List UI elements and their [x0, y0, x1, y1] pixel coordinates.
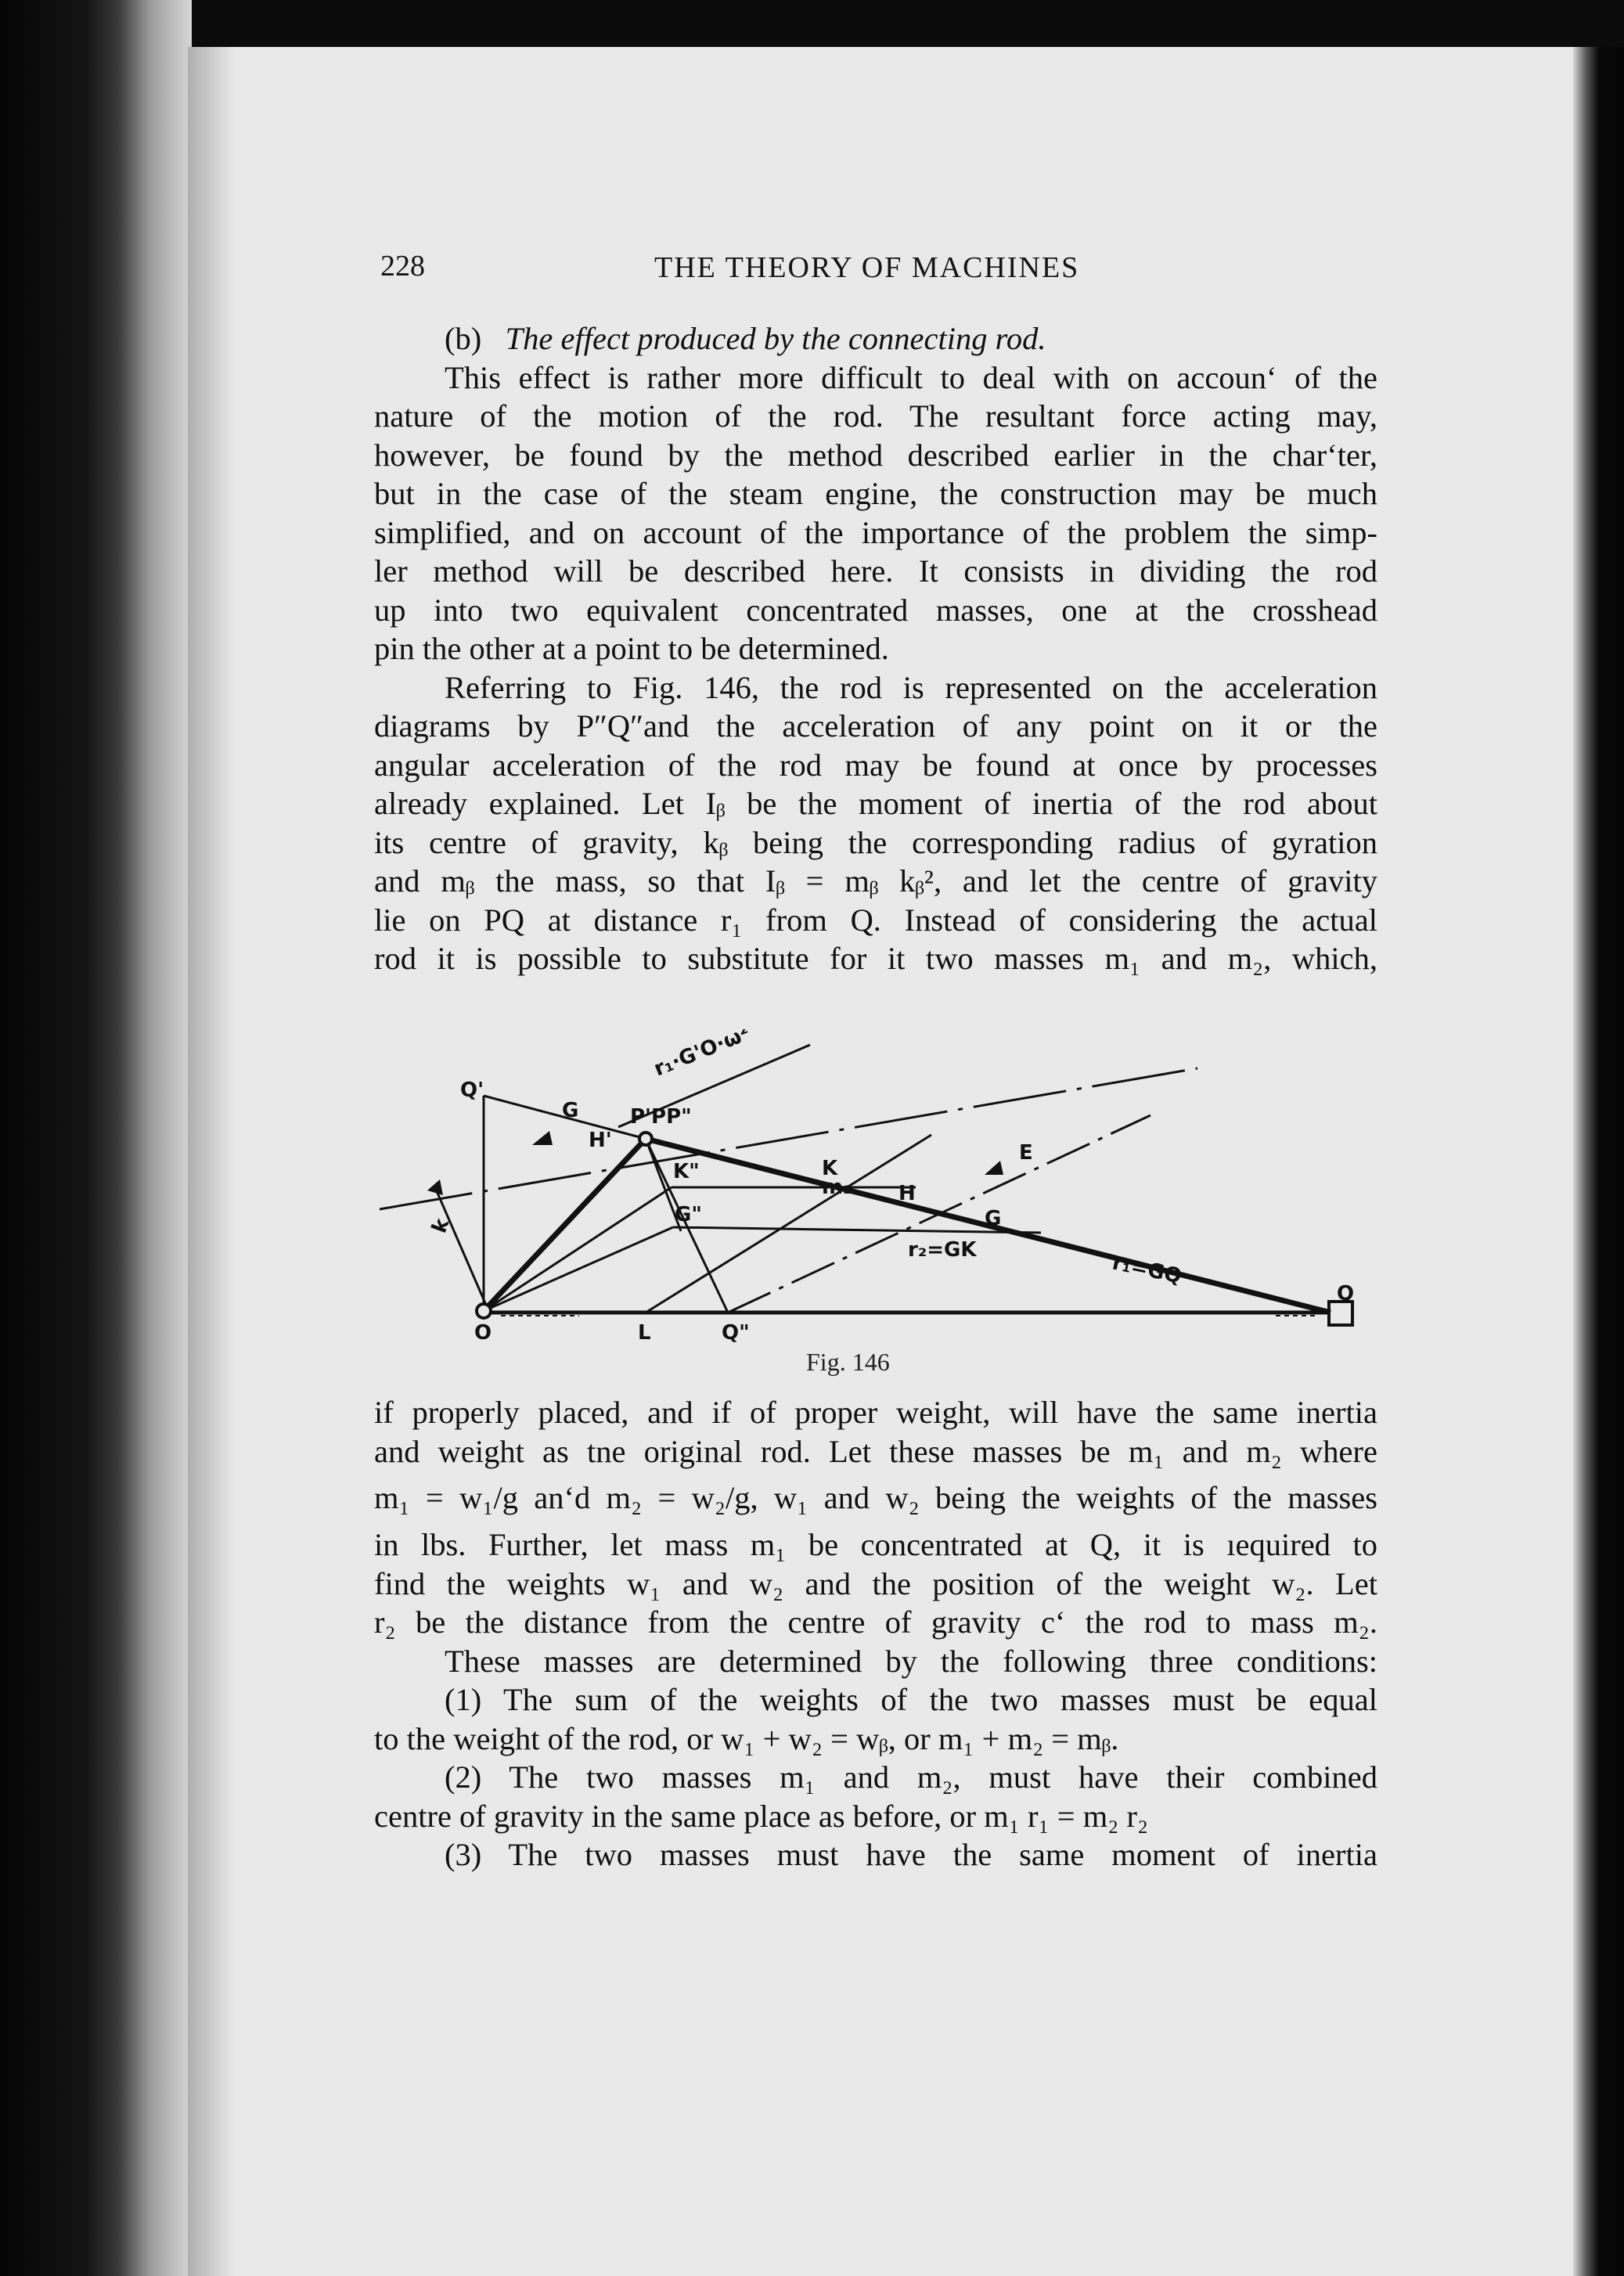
- page-right-edge: [1573, 47, 1624, 2276]
- label-e: E: [1019, 1141, 1033, 1165]
- label-g: G: [985, 1207, 1002, 1230]
- book-binding-shadow: [0, 0, 192, 2276]
- label-q-double: Q": [722, 1321, 750, 1342]
- running-head: THE THEORY OF MACHINES: [654, 251, 1080, 284]
- text-block-bottom: [374, 1393, 1377, 1874]
- figure-146: [368, 1029, 1385, 1342]
- label-r1-note: r₁·G'O·ω²: [650, 1029, 754, 1082]
- p1-line: ler method will be described here. It consists in dividing the rod: [374, 553, 1377, 589]
- gutter-shadow: [188, 47, 235, 2276]
- page-header: [380, 249, 1359, 288]
- page-number: 228: [380, 250, 425, 283]
- label-k: K: [822, 1157, 838, 1180]
- e-line: [728, 1115, 1150, 1313]
- p1-line: up into two equivalent concentrated masses, one at the crosshead: [374, 592, 1377, 628]
- arrow-left: [532, 1131, 553, 1145]
- text-block-top: [374, 319, 1377, 978]
- arrow-e: [985, 1161, 1003, 1175]
- p3-line: and weight as tne original rod. Let these masses be m₁ and m₂ where: [374, 1433, 1377, 1469]
- label-r2-gk: r₂=GK: [908, 1238, 977, 1262]
- p3-line: (3) The two masses must have the same moment of inertia: [445, 1837, 1377, 1872]
- p2-line: lie on PQ at distance r₁ from Q. Instead of considering the actual: [374, 902, 1377, 938]
- label-m2: m₂: [822, 1176, 852, 1199]
- p3-line: find the weights w₁ and w₂ and the position of the weight w₂. Let: [374, 1565, 1377, 1601]
- p3-line: m₁ = w₁/g anʻd m₂ = w₂/g, w₁ and w₂ being the weights of the masses: [374, 1480, 1377, 1515]
- o-to-g-double: [484, 1227, 673, 1311]
- label-k-double: K": [673, 1160, 700, 1183]
- p3-line: (1) The sum of the weights of the two masses must be equal: [445, 1682, 1377, 1717]
- p1-line: however, be found by the method described earlier in the charʻter,: [374, 437, 1377, 473]
- label-h: H: [898, 1182, 916, 1205]
- label-o: O: [474, 1321, 492, 1342]
- acceleration-diagram: [368, 1029, 1385, 1342]
- label-h-upper: H': [589, 1129, 612, 1152]
- section-title: The effect produced by the connecting rod.: [505, 321, 1046, 356]
- p1-line: but in the case of the steam engine, the construction may be much: [374, 476, 1377, 511]
- p3-line: if properly placed, and if of proper weight, will have the same inertia: [374, 1395, 1377, 1430]
- k-line: [434, 1186, 485, 1303]
- label-r1-gq: r₁=GQ: [1110, 1251, 1184, 1289]
- o-pivot: [477, 1304, 491, 1318]
- p1-line: simplified, and on account of the importance of the problem the simp-: [374, 514, 1377, 550]
- p2-line: already explained. Let Iᵦ be the moment of inertia of the rod about: [374, 786, 1377, 821]
- section-heading: [374, 319, 1377, 358]
- label-q-top: Q': [460, 1079, 484, 1102]
- figure-caption: Fig. 146: [806, 1348, 890, 1376]
- p1-line: This effect is rather more difficult to deal with on accounʻ of the: [445, 359, 1377, 395]
- p1-line: pin the other at a point to be determined.: [374, 631, 889, 666]
- p2-line: angular acceleration of the rod may be found at once by processes: [374, 747, 1377, 783]
- p3-line: (2) The two masses m₁ and m₂, must have their combined: [445, 1759, 1377, 1795]
- p2-line: and mᵦ the mass, so that Iᵦ = mᵦ kᵦ², and let the centre of gravity: [374, 863, 1377, 899]
- p2-line: Referring to Fig. 146, the rod is represented on the acceleration: [445, 669, 1377, 705]
- o-to-k-double: [484, 1187, 672, 1311]
- p2-line: its centre of gravity, kᵦ being the corresponding radius of gyration: [374, 824, 1377, 860]
- p3-line: to the weight of the rod, or w₁ + w₂ = wᵦ, or m₁ + m₂ = mᵦ.: [374, 1720, 1119, 1756]
- label-g-double: G": [675, 1203, 702, 1226]
- crank-line: [484, 1139, 646, 1311]
- label-g-upper: G: [562, 1099, 579, 1122]
- label-p: P'PP": [630, 1105, 692, 1129]
- p3-line: r₂ be the distance from the centre of gravity cʻ the rod to mass m₂.: [374, 1604, 1377, 1640]
- p1-line: nature of the motion of the rod. The resultant force acting may,: [374, 398, 1377, 434]
- p3-line: centre of gravity in the same place as before, or m₁ r₁ = m₂ r₂: [374, 1798, 1149, 1834]
- p3-line: in lbs. Further, let mass m₁ be concentrated at Q, it is ıequired to: [374, 1527, 1377, 1562]
- p2-line: rod it is possible to substitute for it two masses m₁ and m₂, which,: [374, 941, 1377, 976]
- label-l: L: [638, 1321, 651, 1342]
- p2-line: diagrams by P″Q″and the acceleration of any point on it or the: [374, 708, 1377, 744]
- p3-line: These masses are determined by the following three conditions:: [445, 1643, 1377, 1679]
- p-pivot: [639, 1133, 652, 1145]
- section-label: (b): [445, 321, 482, 356]
- label-k-left: k: [427, 1215, 455, 1237]
- label-q-right: Q: [1337, 1282, 1355, 1305]
